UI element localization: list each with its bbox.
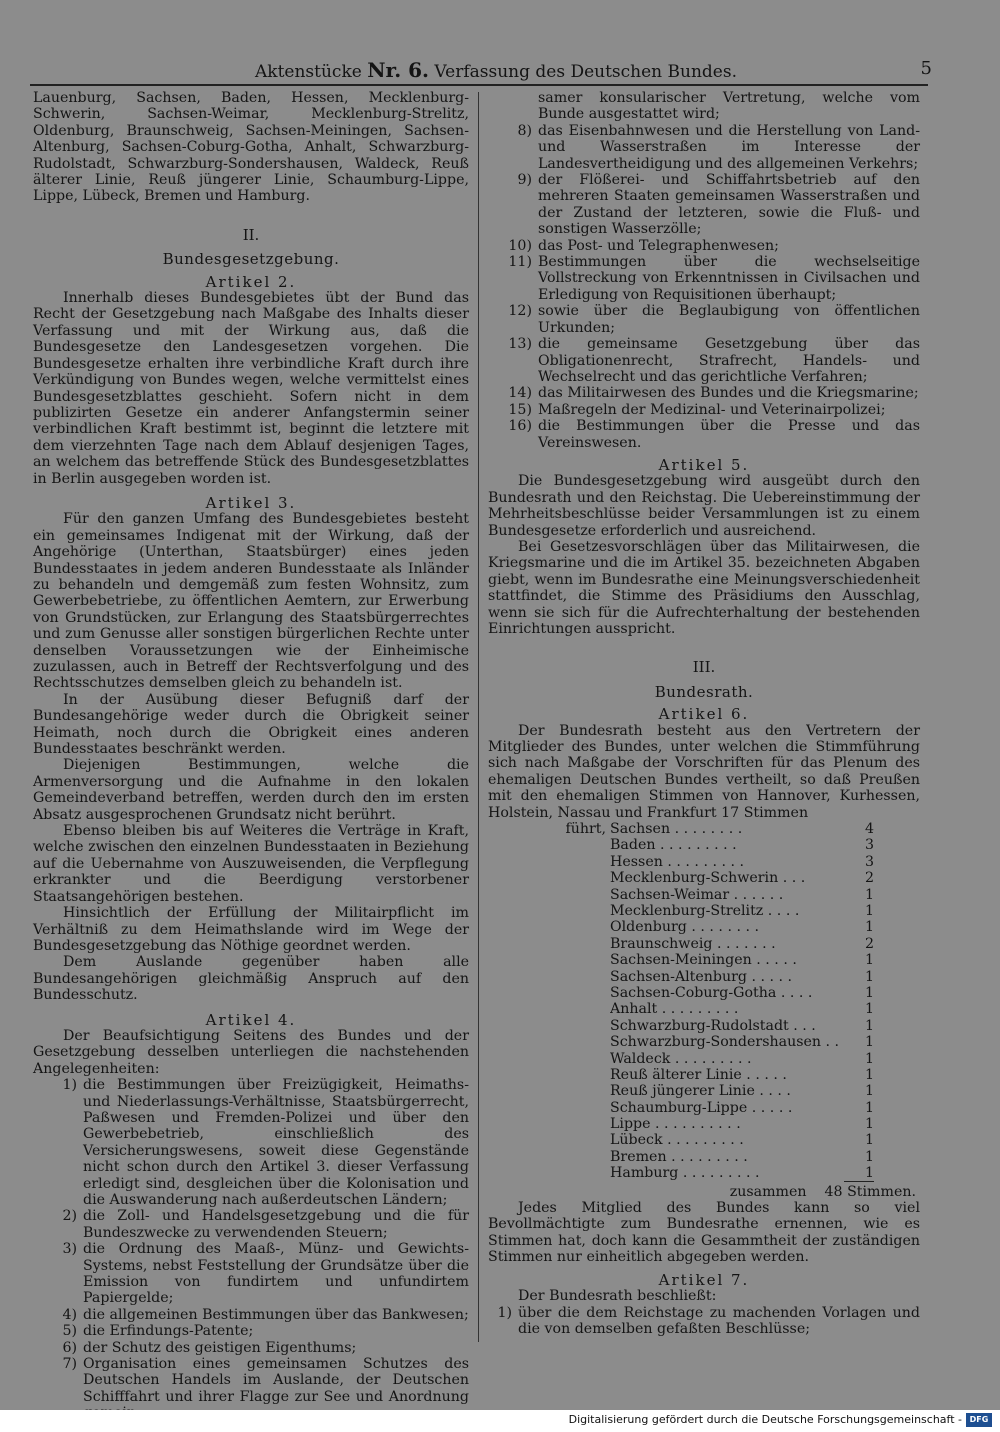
votes-row (488, 1100, 920, 1116)
section-number: III. (692, 658, 716, 677)
item-text: die Bestimmungen über Freizügigkeit, Heimaths- und Niederlassungs-Verhältnisse, Staatsbürgerrecht, Paßwesen und Fremden-Polizei und über den Gewerbebetrieb, einschließlich des Versicherungswesens, soweit diese Gegenstände nicht schon durch den Artikel 3. dieser Verfassung erledigt sind, desgleichen über die Kolonisation und die Auswanderung nach außerdeutschen Ländern; (83, 1077, 469, 1208)
state-name: Schwarzburg-Sondershausen . . (610, 1034, 840, 1051)
article-heading: Artikel 3. (205, 493, 297, 512)
votes-row (488, 1149, 920, 1165)
vote-count: 1 (864, 1050, 874, 1067)
dfg-logo-icon: DFG (966, 1413, 992, 1427)
votes-row (488, 985, 920, 1001)
votes-row (488, 854, 920, 870)
state-name: Schwarzburg-Rudolstadt . . . (610, 1017, 816, 1034)
item-text: das Militairwesen des Bundes und die Kriegsmarine; (538, 385, 919, 402)
state-name: Reuß jüngerer Linie . . . . (610, 1083, 791, 1100)
item-number: 1) (497, 1304, 512, 1321)
vote-count: 1 (864, 1066, 874, 1083)
votes-row (488, 1132, 920, 1148)
item-text: sowie über die Beglaubigung von öffentlichen Urkunden; (538, 303, 920, 336)
item-number: 3) (62, 1241, 77, 1258)
item-text: die Zoll- und Handelsgesetzgebung und die für Bundeszwecke zu verwendenden Steuern; (83, 1208, 469, 1241)
votes-row (488, 1034, 920, 1050)
header-prefix: Aktenstücke (255, 62, 362, 82)
votes-total-label: zusammen (729, 1183, 807, 1200)
vote-count: 1 (864, 886, 874, 903)
vote-count: 1 (864, 1099, 874, 1116)
item-number: 10) (508, 237, 532, 254)
vote-count: 1 (864, 968, 874, 985)
state-name: Sachsen-Weimar . . . . . . (610, 886, 784, 903)
list-item (33, 1307, 469, 1323)
vote-count: 1 (864, 1001, 874, 1018)
state-name: Schaumburg-Lippe . . . . . (610, 1099, 793, 1116)
vote-count: 1 (864, 1017, 874, 1034)
vote-count: 1 (864, 984, 874, 1001)
running-title (255, 58, 737, 82)
article-paragraph: Dem Auslande gegenüber haben alle Bundesangehörigen gleichmäßig Anspruch auf den Bundesschutz. (33, 954, 469, 1004)
votes-row (488, 837, 920, 853)
article-paragraph: Hinsichtlich der Erfüllung der Militairpflicht im Verhältniß zu dem Heimathslande wird im Wege der Bundesgesetzgebung das Nöthige geordnet werden. (33, 905, 469, 954)
section-heading: Bundesrath. (654, 682, 754, 701)
item-number: 9) (517, 172, 532, 189)
vote-count: 1 (864, 903, 874, 920)
state-name: Sachsen . . . . . . . . (610, 821, 743, 838)
list-item (33, 1208, 469, 1241)
item-number: 1) (62, 1077, 77, 1094)
header-rule (30, 84, 928, 86)
item-number: 14) (508, 385, 532, 402)
vote-count: 3 (864, 853, 874, 870)
votes-total: 48 Stimmen. (824, 1183, 916, 1200)
votes-row (488, 1018, 920, 1034)
votes-lead: führt, (565, 821, 606, 838)
section-number: II. (242, 225, 260, 244)
state-name: Lippe . . . . . . . . . . (610, 1116, 741, 1133)
votes-row (488, 887, 920, 903)
state-name: Sachsen-Coburg-Gotha . . . . (610, 984, 813, 1001)
state-name: Reuß älterer Linie . . . . . (610, 1066, 787, 1083)
item-text: die gemeinsame Gesetzgebung über das Obligationenrecht, Strafrecht, Handels- und Wechselrecht und das gerichtliche Verfahren; (538, 336, 920, 385)
vote-count: 1 (864, 1116, 874, 1133)
item-text: die Bestimmungen über die Presse und das Vereinswesen. (538, 418, 920, 451)
article-paragraph: Jedes Mitglied des Bundes kann so viel Bevollmächtigte zum Bundesrathe ernennen, wie es Stimmen hat, doch kann die Gesammtheit der zuständigen Stimmen nur einheitlich abgegeben werden. (488, 1200, 920, 1266)
article-paragraph: Für den ganzen Umfang des Bundesgebietes besteht ein gemeinsames Indigenat mit der Wirkung, daß der Angehörige (Unterthan, Staatsbürger) eines jeden Bundesstaates in jedem anderen Bundesstaate als Inländer zu behandeln und demgemäß zum festen Wohnsitz, zum Gewerbebetriebe, zu öffentlichen Aemtern, zur Erwerbung von Grundstücken, zur Erlangung des Staatsbürgerrechtes und zum Genusse aller sonstigen bürgerlichen Rechte unter denselben Voraussetzungen wie der Einheimische zuzulassen, auch in Betreff der Rechtsverfolgung und des Rechtsschutzes demselben gleich zu behandeln ist. (33, 511, 469, 692)
item-text: das Eisenbahnwesen und die Herstellung von Land- und Wasserstraßen im Interesse der Landesvertheidigung und des allgemeinen Verkehrs; (538, 122, 920, 172)
article-list (33, 1077, 469, 1422)
votes-row (488, 1116, 920, 1132)
list-item (33, 1077, 469, 1208)
article-paragraph: Der Bundesrath besteht aus den Vertretern der Mitglieder des Bundes, unter welchen die Stimmführung sich nach Maßgabe der Vorschriften für das Plenum des ehemaligen Deutschen Bundes vertheilt, so daß Preußen mit den ehemaligen Stimmen von Hannover, Kurhessen, Holstein, Nassau und Frankfurt 17 Stimmen (488, 722, 920, 821)
state-name: Oldenburg . . . . . . . . (610, 919, 760, 936)
list-item (488, 1305, 920, 1338)
article-heading: Artikel 7. (658, 1270, 750, 1289)
list-item (488, 402, 920, 418)
state-name: Sachsen-Meiningen . . . . . (610, 952, 797, 969)
votes-row (488, 1001, 920, 1017)
list-item (488, 172, 920, 238)
votes-row (488, 1165, 920, 1181)
article-paragraph: Ebenso bleiben bis auf Weiteres die Verträge in Kraft, welche zwischen den einzelnen Bundesstaaten in Beziehung auf die Uebernahme von Auszuweisenden, die Verpflegung erkrankter und die Beerdigung verstorbener Staatsangehörigen bestehen. (33, 823, 469, 905)
state-name: Sachsen-Altenburg . . . . . (610, 968, 793, 985)
left-column (33, 90, 469, 1422)
state-name: Anhalt . . . . . . . . . (610, 1001, 739, 1018)
article-heading: Artikel 4. (205, 1010, 297, 1029)
item-text: das Post- und Telegraphenwesen; (538, 237, 779, 254)
state-name: Mecklenburg-Strelitz . . . . (610, 903, 800, 920)
item-number: 8) (517, 122, 532, 139)
item-number: 5) (62, 1323, 77, 1340)
item-text: Bestimmungen über die wechselseitige Vollstreckung von Erkenntnissen in Civilsachen und Erledigung von Requisitionen überhaupt; (538, 254, 920, 303)
article-paragraph: Bei Gesetzesvorschlägen über das Militairwesen, die Kriegsmarine und die im Artikel 35. bezeichneten Abgaben giebt, wenn im Bundesrathe eine Meinungsverschiedenheit stattfindet, die Stimme des Präsidiums den Ausschlag, wenn sie sich für die Aufrechterhaltung der bestehenden Einrichtungen ausspricht. (488, 538, 920, 637)
running-head (30, 58, 930, 84)
item-number: 2) (62, 1208, 77, 1225)
vote-count: 3 (864, 837, 874, 854)
footer-credit: Digitalisierung gefördert durch die Deutsche Forschungsgemeinschaft - (568, 1413, 962, 1426)
footer-bar (0, 1410, 1000, 1432)
votes-row (488, 870, 920, 886)
vote-count: 2 (864, 935, 874, 952)
state-name: Lübeck . . . . . . . . . (610, 1132, 744, 1149)
state-name: Hessen . . . . . . . . . (610, 853, 745, 870)
list-item (33, 1323, 469, 1339)
votes-row (488, 1067, 920, 1083)
column-divider (478, 92, 479, 1342)
header-title: Verfassung des Deutschen Bundes. (434, 62, 737, 82)
intro-paragraph: Lauenburg, Sachsen, Baden, Hessen, Mecklenburg-Schwerin, Sachsen-Weimar, Mecklenburg-Strelitz, Oldenburg, Braunschweig, Sachsen-Meiningen, Sachsen-Altenburg, Sachsen-Coburg-Gotha, Anhalt, Schwarzburg-Rudolstadt, Schwarzburg-Sondershausen, Waldeck, Reuß älterer Linie, Reuß jüngerer Linie, Schaumburg-Lippe, Lippe, Lübeck, Bremen und Hamburg. (33, 90, 469, 205)
item-number: 11) (508, 254, 532, 271)
item-text: über die dem Reichstage zu machenden Vorlagen und die von demselben gefaßten Beschlüsse; (518, 1304, 920, 1337)
votes-row (488, 936, 920, 952)
vote-count: 1 (844, 1165, 874, 1181)
vote-count: 1 (864, 1034, 874, 1051)
page-number: 5 (920, 58, 932, 79)
article-paragraph: In der Ausübung dieser Befugniß darf der Bundesangehörige weder durch die Obrigkeit seiner Heimath, noch durch die Obrigkeit eines anderen Bundesstaates beschränkt werden. (33, 691, 469, 758)
list-item (33, 1241, 469, 1307)
votes-row (488, 903, 920, 919)
state-name: Bremen . . . . . . . . . (610, 1148, 748, 1165)
article-paragraph: Der Bundesrath beschließt: (518, 1288, 717, 1305)
article-paragraph: Diejenigen Bestimmungen, welche die Armenversorgung und die Aufnahme in den lokalen Gemeindeverband betreffen, werden durch den im ersten Absatz ausgesprochenen Grundsatz nicht berührt. (33, 757, 469, 823)
vote-count: 1 (864, 1083, 874, 1100)
article-paragraph: Innerhalb dieses Bundesgebietes übt der Bund das Recht der Gesetzgebung nach Maßgabe des Inhalts dieser Verfassung und mit der Wirkung aus, daß die Bundesgesetze den Landesgesetzen vorgehen. Die Bundesgesetze erhalten ihre verbindliche Kraft durch ihre Verkündigung von Bundes wegen, welche vermittelst eines Bundesgesetzblattes geschieht. Sofern nicht in dem publizirten Gesetze ein anderer Anfangstermin seiner verbindlichen Kraft bestimmt ist, beginnt die letztere mit dem vierzehnten Tage nach dem Ablauf desjenigen Tages, an welchem das betreffende Stück des Bundesgesetzblattes in Berlin ausgegeben worden ist. (33, 290, 469, 487)
vote-count: 4 (864, 821, 874, 838)
article-heading: Artikel 6. (658, 705, 750, 724)
list-item (488, 123, 920, 172)
list-item (33, 1340, 469, 1356)
item-continuation: samer konsularischer Vertretung, welche vom Bunde ausgestattet wird; (538, 90, 920, 123)
votes-table (488, 821, 920, 1200)
vote-count: 1 (864, 1148, 874, 1165)
article-heading: Artikel 5. (658, 455, 750, 474)
votes-row (488, 1083, 920, 1099)
article-paragraph: Der Beaufsichtigung Seitens des Bundes und der Gesetzgebung desselben unterliegen die nachstehenden Angelegenheiten: (33, 1027, 469, 1077)
item-text: Organisation eines gemeinsamen Schutzes des Deutschen Handels im Auslande, der Deutschen Schifffahrt und ihrer Flagge zur See und Anordnung (83, 1356, 469, 1405)
votes-row (488, 1051, 920, 1067)
list-item (488, 336, 920, 385)
state-name: Braunschweig . . . . . . . (610, 935, 776, 952)
item-number: 16) (508, 418, 532, 435)
vote-count: 1 (864, 919, 874, 936)
item-number: 4) (62, 1306, 77, 1323)
item-text: die Erfindungs-Patente; (83, 1323, 254, 1340)
state-name: Baden . . . . . . . . . (610, 837, 737, 854)
vote-count: 1 (864, 952, 874, 969)
header-number: Nr. 6. (367, 58, 430, 82)
votes-row (488, 821, 920, 837)
item-number: 13) (508, 336, 532, 353)
item-text: Maßregeln der Medizinal- und Veterinairpolizei; (538, 401, 886, 418)
votes-row (488, 969, 920, 985)
state-name: Hamburg . . . . . . . . . (610, 1165, 760, 1182)
item-text: die allgemeinen Bestimmungen über das Bankwesen; (83, 1306, 469, 1323)
list-item (488, 385, 920, 401)
votes-row (488, 952, 920, 968)
right-column (488, 90, 920, 1337)
list-item (488, 238, 920, 254)
item-text: der Flößerei- und Schiffahrtsbetrieb auf den mehreren Staaten gemeinsamen Wasserstraßen und der Zustand der letzteren, sowie die Fluß- und sonstigen Wasserzölle; (538, 172, 920, 238)
list-item (488, 303, 920, 336)
article-list (488, 123, 920, 451)
item-number: 7) (62, 1356, 77, 1373)
votes-row (488, 919, 920, 935)
state-name: Mecklenburg-Schwerin . . . (610, 870, 806, 887)
list-item (488, 418, 920, 451)
vote-count: 1 (864, 1132, 874, 1149)
votes-total-row (488, 1184, 920, 1200)
item-number: 15) (508, 401, 532, 418)
item-number: 6) (62, 1339, 77, 1356)
section-heading: Bundesgesetzgebung. (162, 250, 340, 269)
state-name: Waldeck . . . . . . . . . (610, 1050, 752, 1067)
item-text: die Ordnung des Maaß-, Münz- und Gewichts-Systems, nebst Feststellung der Grundsätze über die Emission von fundirtem und unfundirtem Papiergelde; (83, 1241, 469, 1307)
item-text: der Schutz des geistigen Eigenthums; (83, 1339, 357, 1356)
vote-count: 2 (864, 870, 874, 887)
item-number: 12) (508, 303, 532, 320)
list-item (488, 254, 920, 303)
article-paragraph: Die Bundesgesetzgebung wird ausgeübt durch den Bundesrath und den Reichstag. Die Uebereinstimmung der Mehrheitsbeschlüsse beider Versammlungen ist zu einem Bundesgesetze erforderlich und ausreichend. (488, 473, 920, 539)
article-heading: Artikel 2. (205, 272, 297, 291)
